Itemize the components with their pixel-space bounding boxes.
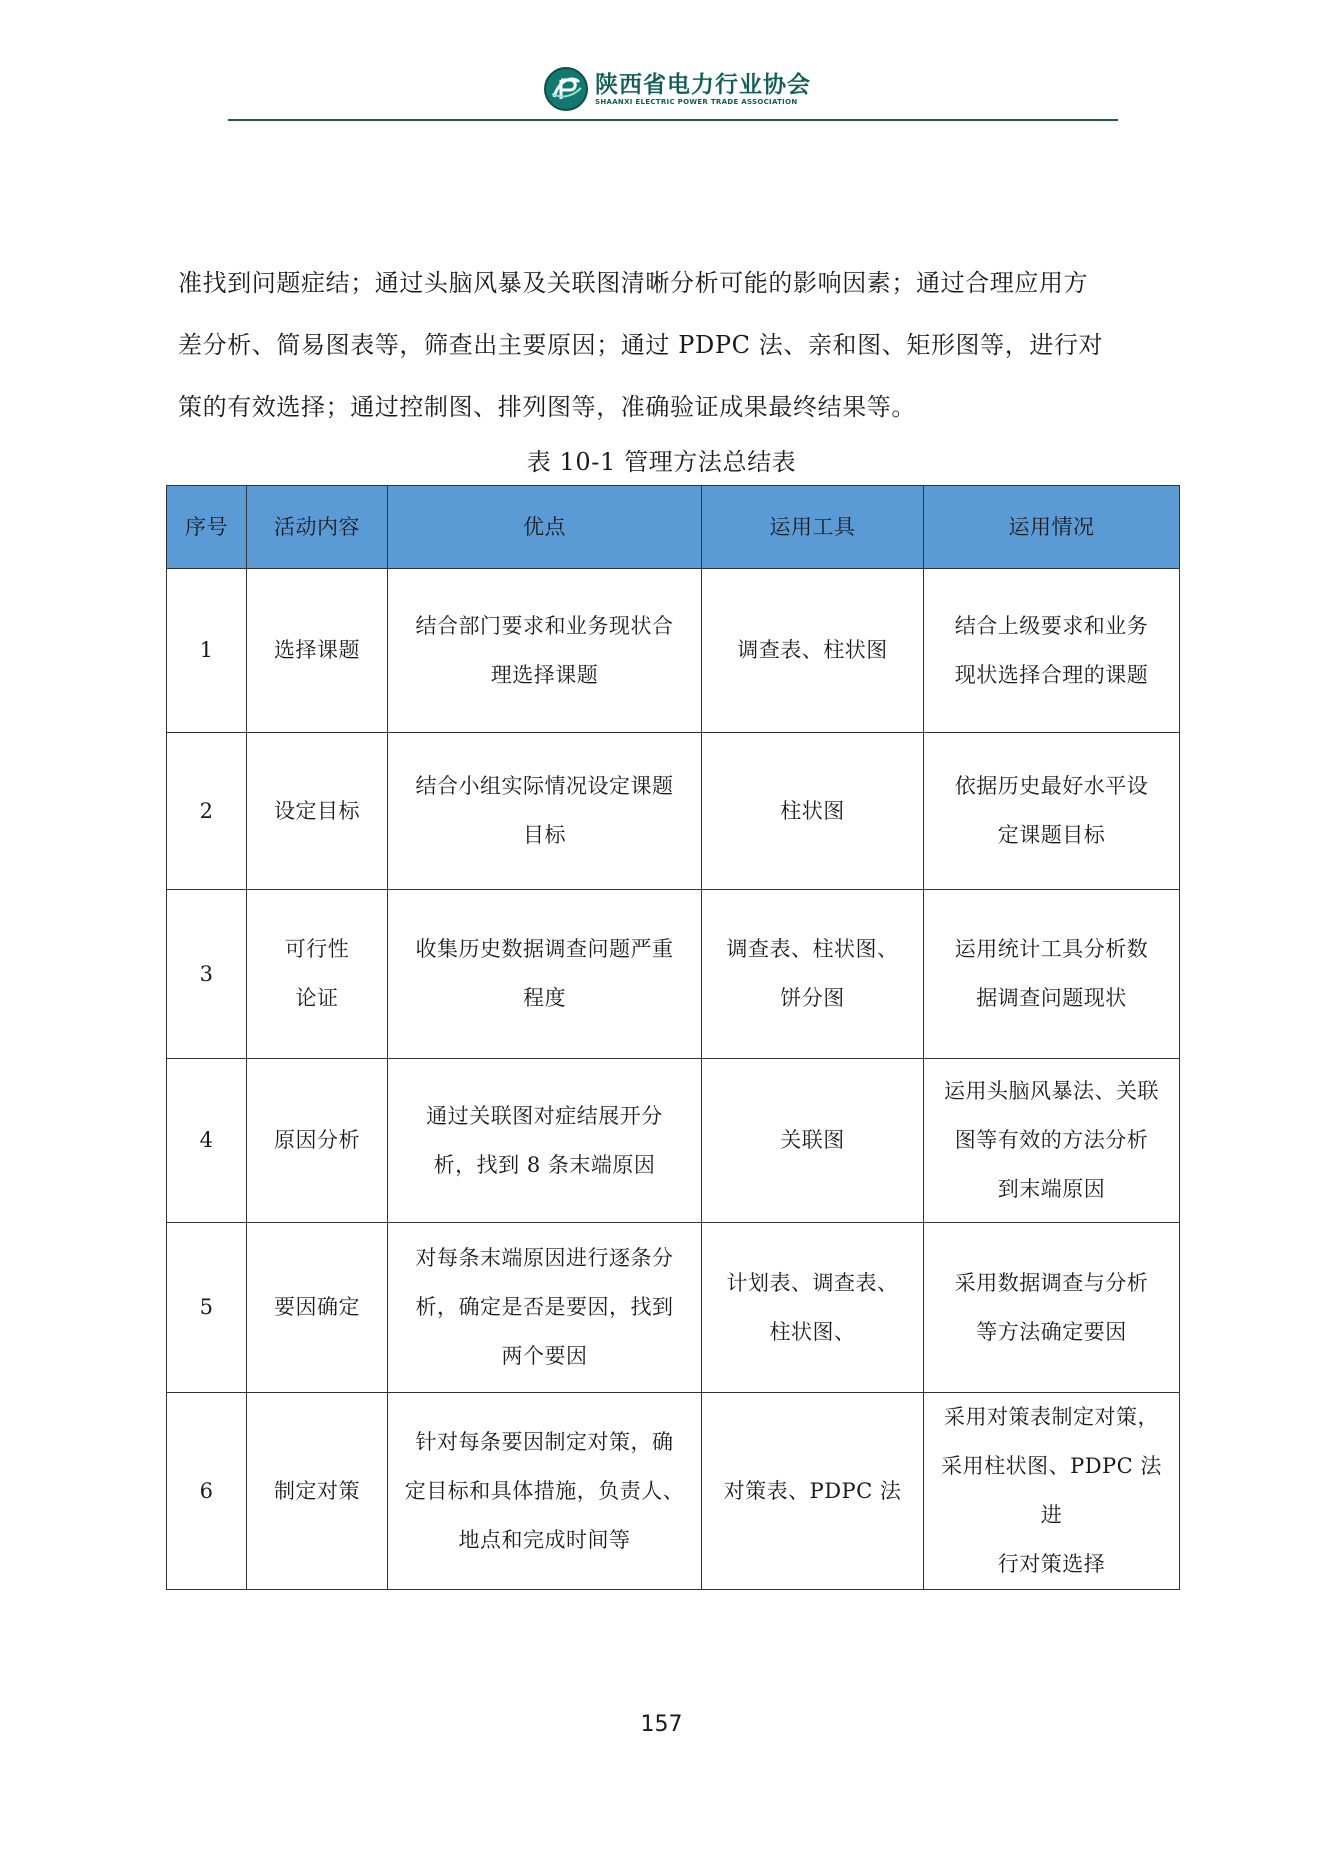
table-row	[167, 569, 1180, 733]
table-row	[167, 1059, 1180, 1223]
cell-line: 运用统计工具分析数	[954, 937, 1149, 961]
page-header	[228, 66, 1118, 124]
management-methods-table	[166, 485, 1180, 1590]
cell-usage	[924, 890, 1180, 1059]
cell-line: 柱状图、	[769, 1319, 856, 1344]
cell-usage	[924, 733, 1180, 890]
header-cell-tools: 运用工具	[702, 486, 924, 569]
cell-activity	[247, 1223, 388, 1393]
cell-line: 采用数据调查与分析	[954, 1270, 1149, 1295]
cell-line: 对每条末端原因进行逐条分	[415, 1246, 674, 1270]
table-caption: 表 10-1 管理方法总结表	[526, 448, 797, 476]
cell-line: 结合小组实际情况设定课题	[415, 774, 674, 798]
cell-activity	[247, 733, 388, 890]
cell-line: 依据历史最好水平设	[954, 774, 1149, 798]
page-number: 157	[640, 1712, 683, 1737]
cell-line: 图等有效的方法分析	[954, 1128, 1149, 1152]
table-row	[167, 733, 1180, 890]
cell-activity	[247, 1059, 388, 1223]
cell-tools	[702, 1223, 924, 1393]
cell-line: 据调查问题现状	[976, 986, 1127, 1010]
cell-line: 通过关联图对症结展开分	[426, 1103, 663, 1128]
cell-line: 调查表、柱状图	[737, 638, 888, 662]
cell-line: 要因确定	[274, 1295, 360, 1319]
cell-line: 析，确定是否是要因，找到	[415, 1295, 674, 1319]
cell-line: 可行性	[284, 937, 350, 961]
cell-advantage	[388, 1393, 702, 1590]
table-row	[167, 1223, 1180, 1393]
cell-line: 结合上级要求和业务	[954, 613, 1149, 638]
cell-advantage	[388, 1223, 702, 1393]
body-line: 差分析、简易图表等，筛查出主要原因；通过 PDPC 法、亲和图、矩形图等，进行对	[178, 331, 1104, 359]
cell-tools	[702, 1059, 924, 1223]
cell-no: 4	[167, 1059, 247, 1223]
org-name-en: SHAANXI ELECTRIC POWER TRADE ASSOCIATION	[595, 97, 798, 106]
table-body	[167, 569, 1180, 1590]
cell-tools	[702, 890, 924, 1059]
cell-line: 关联图	[780, 1128, 845, 1152]
table-row	[167, 890, 1180, 1059]
cell-usage	[924, 1393, 1180, 1590]
body-line: 策的有效选择；通过控制图、排列图等，准确验证成果最终结果等。	[178, 393, 916, 421]
body-line: 准找到问题症结；通过头脑风暴及关联图清晰分析可能的影响因素；通过合理应用方	[178, 269, 1089, 297]
table-header-row	[167, 486, 1180, 569]
cell-line: 采用对策表制定对策，	[944, 1405, 1159, 1429]
cell-usage	[924, 1223, 1180, 1393]
association-emblem-icon	[543, 66, 589, 112]
cell-line: 程度	[523, 986, 566, 1010]
cell-no: 3	[167, 890, 247, 1059]
org-name-cn: 陕西省电力行业协会	[595, 71, 811, 98]
cell-line: 两个要因	[501, 1344, 588, 1368]
cell-line: 结合部门要求和业务现状合	[415, 613, 674, 638]
cell-line: 到末端原因	[997, 1177, 1106, 1201]
header-divider	[228, 119, 1118, 121]
cell-advantage	[388, 733, 702, 890]
table-row	[167, 1393, 1180, 1590]
cell-line: 选择课题	[274, 638, 360, 662]
header-cell-usage: 运用情况	[924, 486, 1180, 569]
cell-no: 1	[167, 569, 247, 733]
header-cell-advantage: 优点	[388, 486, 702, 569]
association-logo	[543, 66, 811, 112]
cell-line: 柱状图	[780, 798, 845, 823]
cell-line: 收集历史数据调查问题严重	[415, 937, 674, 961]
cell-line: 地点和完成时间等	[458, 1527, 631, 1552]
header-cell-no: 序号	[167, 486, 247, 569]
cell-line: 等方法确定要因	[976, 1319, 1127, 1344]
cell-line: 论证	[295, 986, 339, 1010]
cell-line: 采用柱状图、PDPC 法进	[941, 1454, 1162, 1527]
cell-usage	[924, 1059, 1180, 1223]
cell-usage	[924, 569, 1180, 733]
cell-line: 计划表、调查表、	[726, 1270, 899, 1295]
header-cell-activity: 活动内容	[247, 486, 388, 569]
cell-line: 对策表、PDPC 法	[723, 1478, 902, 1503]
cell-no: 2	[167, 733, 247, 890]
cell-line: 针对每条要因制定对策，确	[415, 1429, 674, 1454]
cell-line: 理选择课题	[490, 662, 599, 687]
cell-tools	[702, 1393, 924, 1590]
cell-no: 5	[167, 1223, 247, 1393]
cell-line: 调查表、柱状图、	[726, 937, 899, 961]
cell-line: 制定对策	[274, 1478, 360, 1503]
cell-no: 6	[167, 1393, 247, 1590]
cell-activity	[247, 569, 388, 733]
body-paragraph	[178, 252, 1166, 438]
cell-line: 原因分析	[274, 1128, 360, 1152]
cell-line: 现状选择合理的课题	[954, 662, 1149, 687]
cell-line: 定目标和具体措施，负责人、	[404, 1478, 685, 1503]
cell-advantage	[388, 569, 702, 733]
cell-tools	[702, 733, 924, 890]
cell-line: 目标	[523, 823, 566, 847]
cell-line: 饼分图	[780, 986, 845, 1010]
cell-line: 设定目标	[274, 798, 360, 823]
cell-activity	[247, 1393, 388, 1590]
cell-advantage	[388, 890, 702, 1059]
cell-line: 析，找到 8 条末端原因	[433, 1152, 656, 1177]
cell-advantage	[388, 1059, 702, 1223]
cell-activity	[247, 890, 388, 1059]
cell-line: 行对策选择	[997, 1552, 1106, 1576]
cell-line: 定课题目标	[997, 823, 1106, 847]
cell-line: 运用头脑风暴法、关联	[944, 1079, 1159, 1103]
cell-tools	[702, 569, 924, 733]
